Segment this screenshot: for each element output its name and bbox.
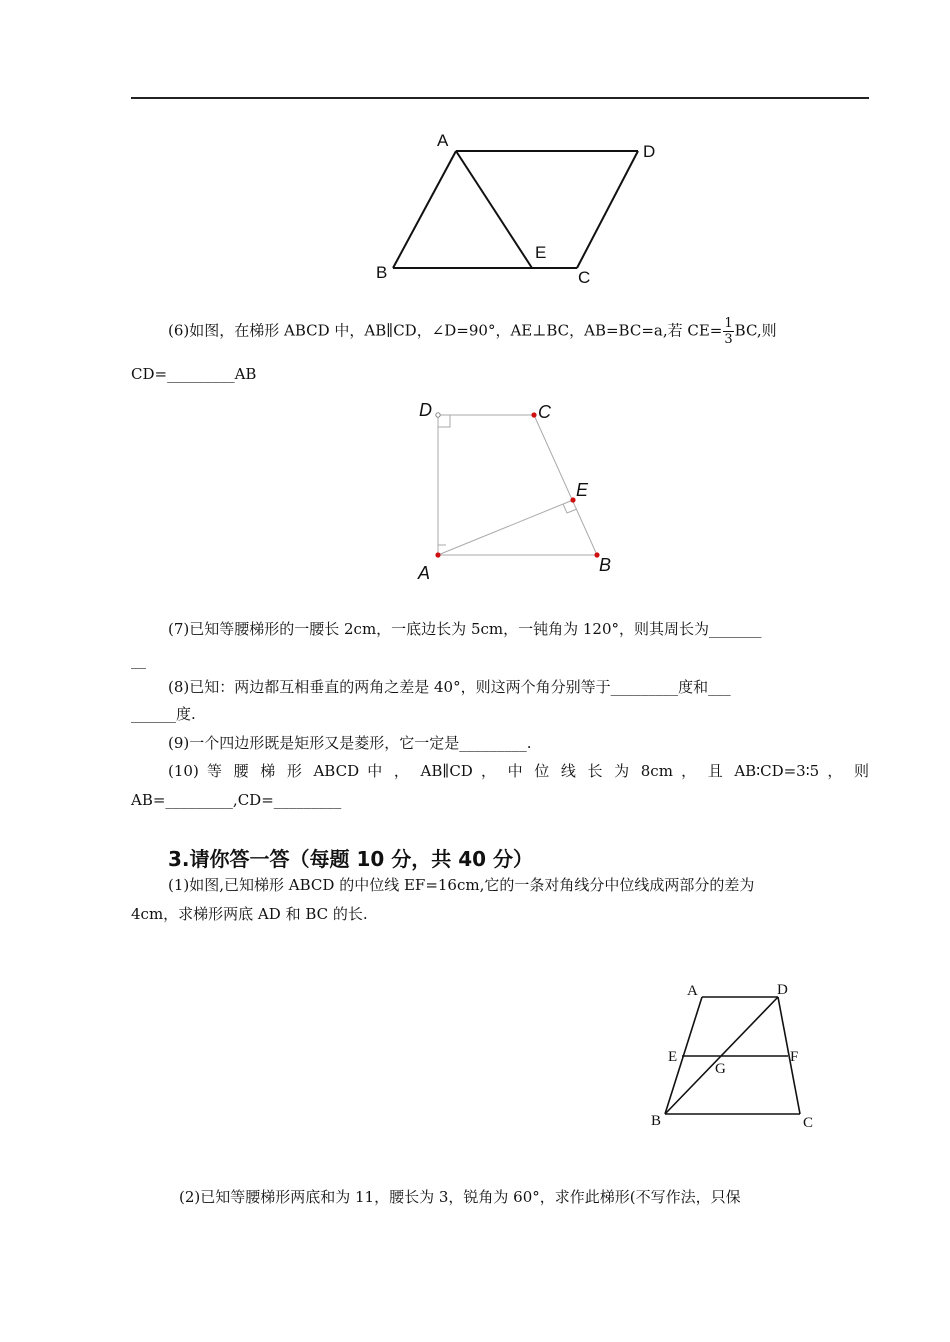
label-b: B: [376, 263, 388, 282]
q9-line1: (9)一个四边形既是矩形又是菱形，它一定是_________.: [168, 734, 532, 752]
q6-text-pre: (6)如图，在梯形 ABCD 中，AB∥CD，∠D=90°，AE⊥BC，AB=BC=a,若 CE=: [168, 321, 723, 340]
right-trapezoid-diagram: [410, 395, 630, 590]
point-a: [435, 552, 440, 557]
side-ab: [393, 151, 456, 268]
q6-line1: [168, 316, 777, 347]
label-e: E: [668, 1049, 678, 1065]
parallelogram-diagram: [360, 120, 680, 300]
q10-line1: (10) 等 腰 梯 形 ABCD 中 ， AB∥CD ， 中 位 线 长 为 8cm ， 且 AB∶CD=3∶5 ， 则: [168, 762, 869, 780]
label-c: C: [538, 402, 551, 422]
point-d: [436, 413, 440, 417]
label-d: D: [777, 982, 788, 998]
q6-text-post: BC,则: [734, 321, 777, 340]
label-a: A: [687, 983, 698, 999]
trapezoid-midline-diagram: [640, 975, 830, 1140]
label-d: D: [419, 400, 432, 420]
label-b: B: [599, 555, 612, 575]
q8-line2: ______度.: [131, 705, 196, 723]
section-3-heading: 3.请你答一答（每题 10 分，共 40 分）: [168, 847, 534, 871]
figure-parallelogram: [360, 120, 680, 300]
header-rule: [131, 97, 869, 99]
label-d: D: [643, 142, 656, 161]
figure-right-trapezoid: [410, 395, 630, 590]
label-g: G: [715, 1061, 726, 1077]
p1-line2: 4cm，求梯形两底 AD 和 BC 的长.: [131, 905, 368, 923]
fraction-denominator: 3: [724, 332, 733, 347]
p2-line1: (2)已知等腰梯形两底和为 11，腰长为 3，锐角为 60°，求作此梯形(不写作法，只保: [179, 1188, 741, 1206]
point-c: [531, 412, 536, 417]
q7-line1: (7)已知等腰梯形的一腰长 2cm，一底边长为 5cm，一钝角为 120°，则其周长为_______: [168, 620, 762, 638]
q10-line2: AB=_________,CD=_________: [131, 791, 342, 809]
q8-line1: (8)已知：两边都互相垂直的两角之差是 40°，则这两个角分别等于_________度和___: [168, 678, 731, 696]
label-a: A: [437, 131, 449, 150]
label-c: C: [803, 1115, 814, 1131]
label-e: E: [535, 243, 547, 262]
segment-ae: [456, 151, 532, 268]
side-dc: [577, 151, 638, 268]
segment-ae: [438, 500, 573, 555]
label-e: E: [576, 480, 589, 500]
q7-line2: __: [131, 651, 146, 669]
label-a: A: [418, 563, 431, 583]
fraction-numerator: 1: [724, 316, 733, 331]
label-b: B: [651, 1113, 662, 1129]
label-f: F: [790, 1049, 799, 1065]
p1-line1: (1)如图,已知梯形 ABCD 的中位线 EF=16cm,它的一条对角线分中位线成两部分的差为: [168, 876, 755, 894]
fraction-one-third: [723, 316, 733, 347]
figure-trapezoid-midline: [640, 975, 830, 1140]
point-e: [570, 497, 575, 502]
label-c: C: [578, 268, 591, 287]
q6-line2: CD=_________AB: [131, 365, 257, 383]
